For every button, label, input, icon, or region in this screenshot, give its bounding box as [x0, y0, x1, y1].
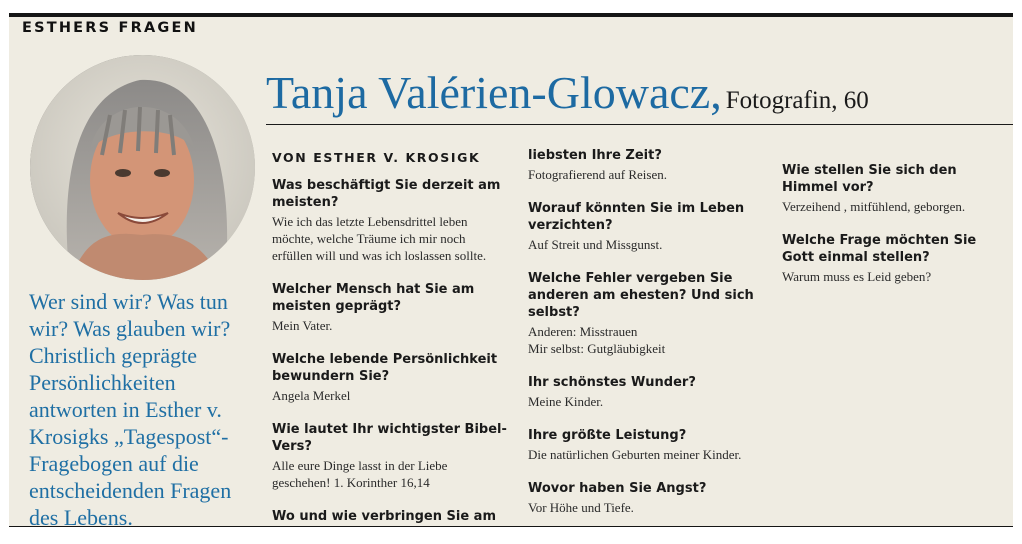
qa-item	[272, 351, 509, 404]
portrait-photo	[30, 55, 255, 280]
question: Wovor haben Sie Angst?	[528, 481, 707, 496]
qa-item	[782, 232, 1002, 285]
question: Wie stellen Sie sich den Himmel vor?	[782, 163, 957, 195]
answer: Angela Merkel	[272, 388, 351, 403]
answer: Auf Streit und Missgunst.	[528, 237, 663, 252]
question: Welche lebende Persönlichkeit bewundern Sie?	[272, 352, 498, 384]
answer: Mein Vater.	[272, 318, 333, 333]
portrait-illustration	[30, 55, 255, 280]
qa-item	[528, 480, 764, 516]
qa-item	[272, 421, 509, 491]
question: liebsten Ihre Zeit?	[528, 148, 662, 163]
article-page	[9, 13, 1013, 530]
interviewee-role: Fotografin, 60	[725, 87, 869, 114]
qa-item	[528, 427, 764, 463]
headline-rule	[266, 124, 1013, 125]
questions-column-1	[272, 147, 509, 542]
question: Welche Fehler vergeben Sie anderen am ehesten? Und sich selbst?	[528, 271, 754, 320]
question: Wo und wie verbringen Sie am	[272, 509, 496, 524]
intro-text: Wer sind wir? Was tun wir? Was glauben wir? Christlich geprägte Persönlichkeiten antworten in Esther v. Krosigks „Tagespost“-Fragebogen auf die entscheidenden Fragen des Lebens.	[29, 289, 232, 530]
question: Wie lautet Ihr wichtigster Bibel-Vers?	[272, 422, 507, 454]
qa-item	[272, 281, 509, 334]
headline	[266, 66, 869, 119]
section-label: ESTHERS FRAGEN	[22, 20, 198, 36]
answer: Alle eure Dinge lasst in der Liebe geschehen! 1. Korinther 16,14	[272, 458, 448, 490]
answer: Meine Kinder.	[528, 394, 604, 409]
question: Ihr schönstes Wunder?	[528, 375, 696, 390]
question: Welche Frage möchten Sie Gott einmal stellen?	[782, 233, 977, 265]
qa-item	[528, 270, 764, 357]
qa-item	[272, 508, 509, 525]
questions-column-2	[528, 147, 764, 533]
questions-column-3	[782, 162, 1002, 302]
question: Was beschäftigt Sie derzeit am meisten?	[272, 178, 501, 210]
answer: Mir selbst: Gutgläubigkeit	[528, 341, 666, 356]
qa-item	[782, 162, 1002, 215]
qa-item	[272, 177, 509, 264]
answer: Wie ich das letzte Lebensdrittel leben möchte, welche Träume ich mir noch erfüllen will und was ich loslassen sollte.	[272, 214, 487, 263]
qa-item	[528, 200, 764, 253]
interviewee-name: Tanja Valérien-Glowacz,	[266, 67, 722, 118]
question: Welcher Mensch hat Sie am meisten geprägt?	[272, 282, 475, 314]
answer: Fotografierend auf Reisen.	[528, 167, 667, 182]
answer: Die natürlichen Geburten meiner Kinder.	[528, 447, 742, 462]
qa-item	[528, 147, 764, 183]
question: Ihre größte Leistung?	[528, 428, 687, 443]
answer: Vor Höhe und Tiefe.	[528, 500, 634, 515]
answer: Anderen: Misstrauen	[528, 324, 638, 339]
answer: Warum muss es Leid geben?	[782, 269, 932, 284]
question: Worauf könnten Sie im Leben verzichten?	[528, 201, 745, 233]
byline: VON ESTHER V. KROSIGK	[272, 150, 481, 165]
answer: Verzeihend , mitfühlend, geborgen.	[782, 199, 966, 214]
qa-item	[528, 374, 764, 410]
